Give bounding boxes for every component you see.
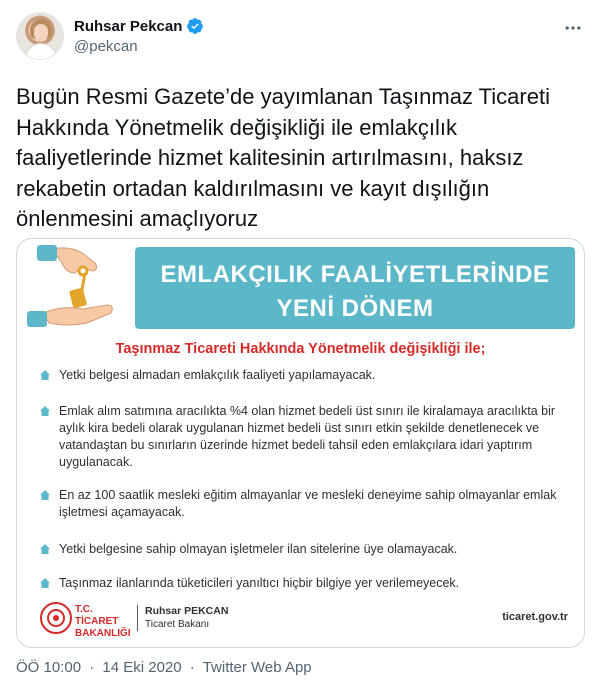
meta-separator: · — [189, 659, 195, 676]
avatar-shoulders — [25, 43, 57, 60]
tweet-source[interactable]: Twitter Web App — [202, 659, 312, 676]
minister-title: Ticaret Bakanı — [145, 619, 210, 630]
ministry-name-line1: T.C. TİCARET — [75, 604, 119, 627]
tweet-date[interactable]: 14 Eki 2020 — [102, 659, 182, 676]
verified-badge-icon — [186, 17, 204, 35]
bullet-text: Yetki belgesine sahip olmayan işletmeler ilan sitelerine üye olamayacak. — [59, 542, 458, 556]
home-icon — [39, 405, 51, 417]
minister-name: Ruhsar PEKCAN — [145, 605, 229, 617]
author-name-row[interactable] — [74, 17, 204, 35]
website-label: ticaret.gov.tr — [502, 611, 568, 623]
banner-title-line1: EMLAKÇILIK FAALİYETLERİNDE — [160, 261, 550, 288]
bullet-text: En az 100 saatlik mesleki eğitim almayanlar ve mesleki deneyime sahip olmayanlar emlak işletmesi açamayacak. — [59, 488, 557, 519]
bullet-text: Yetki belgesi almadan emlakçılık faaliyeti yapılamayacak. — [59, 368, 376, 382]
bullet-text: Emlak alım satımına aracılıkta %4 olan hizmet bedeli üst sınırı ile kiralamaya aracılıkta bir aylık kira bedeli olarak uygulanan hizmet bedeli üst sınırı etkin şekilde denetlenecek ve vatandaştan bu sınırların üzerinde hizmet bedeli tahsil eden emlakçılara idari yaptırım uygulanacak. — [59, 404, 556, 469]
banner-title-line2: YENİ DÖNEM — [276, 295, 434, 322]
more-horizontal-icon[interactable] — [563, 18, 583, 38]
tweet-media-image[interactable] — [16, 238, 585, 648]
banner — [135, 247, 575, 329]
home-icon — [39, 543, 51, 555]
hand-key-illustration-icon — [23, 243, 135, 335]
bullet-text: Taşınmaz ilanlarında tüketicileri yanıltıcı hiçbir bilgiye yer verilemeyecek. — [59, 576, 460, 590]
meta-separator: · — [89, 659, 95, 676]
tweet-text: Bugün Resmi Gazete’de yayımlanan Taşınmaz Ticareti Hakkında Yönetmelik değişikliği ile emlakçılık faaliyetlerinde hizmet kalitesinin artırılmasını, haksız rekabetin ortadan kaldırılmasını ve kayıt dışılığın önlenmesini amaçlıyoruz — [16, 84, 550, 231]
ministry-logo-icon — [39, 601, 73, 635]
home-icon — [39, 489, 51, 501]
media-subtitle: Taşınmaz Ticareti Hakkında Yönetmelik değişikliği ile; — [115, 341, 486, 357]
home-icon — [39, 369, 51, 381]
ministry-name-line2: BAKANLIĞI — [75, 628, 131, 639]
ministry-name — [75, 604, 135, 640]
author-handle[interactable]: @pekcan — [74, 38, 138, 55]
tweet-time[interactable]: ÖÖ 10:00 — [16, 659, 82, 676]
author-name[interactable]: Ruhsar Pekcan — [74, 17, 183, 35]
tweet-meta — [16, 659, 316, 676]
avatar[interactable] — [16, 12, 64, 60]
home-icon — [39, 577, 51, 589]
more-dots-icon — [563, 18, 583, 38]
avatar-face — [34, 24, 48, 41]
footer-divider — [137, 605, 138, 631]
